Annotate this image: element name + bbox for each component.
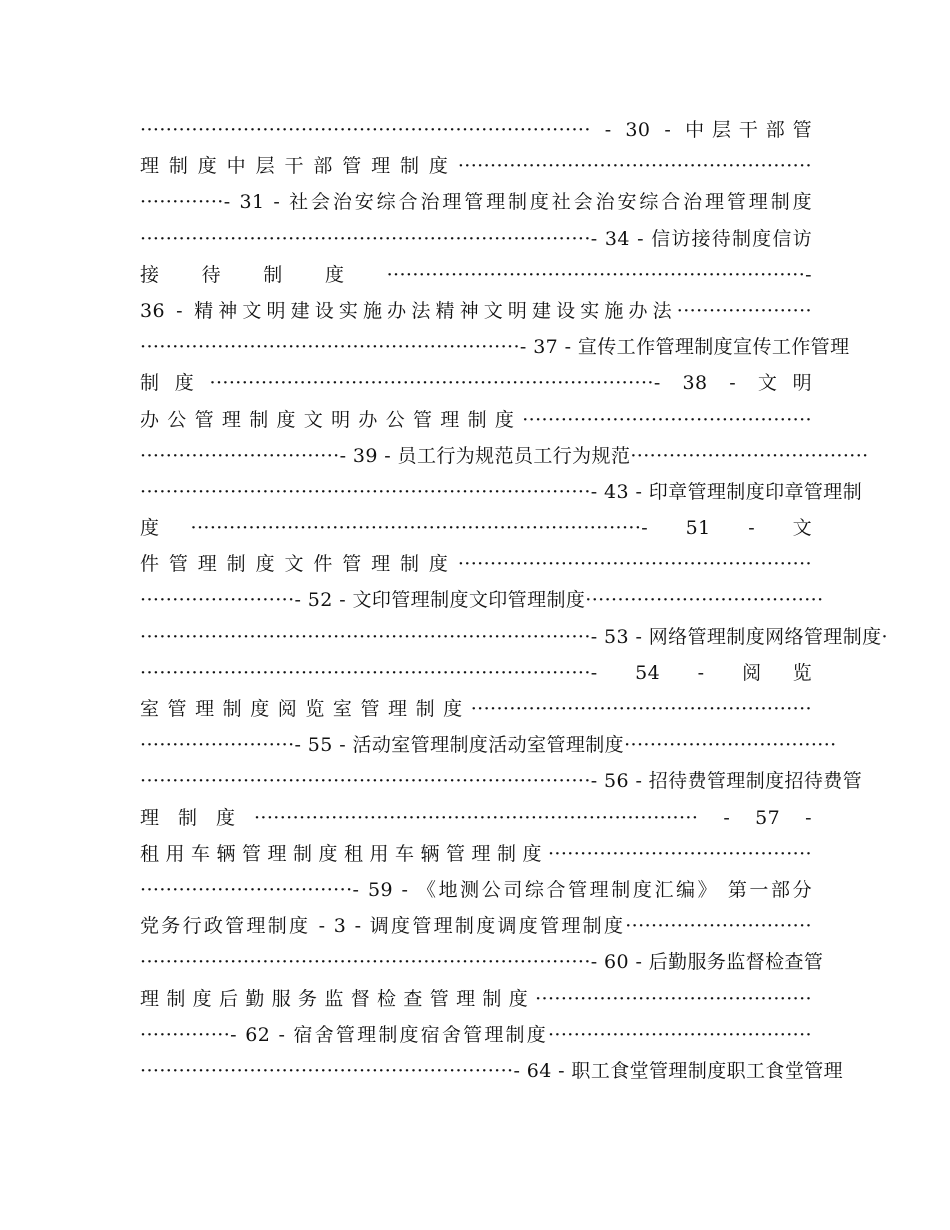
toc-line: ························- 52 - 文印管理制度文印管理制度·····································: [140, 589, 824, 612]
toc-line: 36 - 精神文明建设实施办法精神文明建设实施办法·····················: [140, 299, 812, 322]
toc-line: 制度·····································································- 38 - 文明: [140, 372, 812, 395]
toc-line: ······································································- 60 - 后勤服务监督检查管: [140, 951, 824, 974]
toc-line: ··························································- 64 - 职工食堂管理制度职工食堂管理: [140, 1059, 844, 1082]
toc-line: ··············- 62 - 宿舍管理制度宿舍管理制度·········································: [140, 1023, 812, 1046]
toc-line: ······································································- 54 - 阅览: [140, 661, 812, 684]
toc-line: 办公管理制度文明办公管理制度·············································: [140, 408, 812, 431]
toc-line: ························- 55 - 活动室管理制度活动室管理制度·································: [140, 734, 837, 757]
table-of-contents: [140, 112, 888, 1089]
toc-line: ·································- 59 - 《地测公司综合管理制度汇编》 第一部分: [140, 878, 812, 901]
toc-line: ······································································- 56 - 招待费管理制度招待费管: [140, 770, 863, 793]
toc-line: 接待制度·································································-: [140, 263, 812, 286]
toc-line: 理制度····································································· - 57 -: [140, 806, 812, 829]
toc-line: 度······································································- 51 - 文: [140, 517, 812, 540]
toc-line: 室管理制度阅览室管理制度·····················································: [140, 698, 812, 720]
toc-line: ·············- 31 - 社会治安综合治理管理制度社会治安综合治理管理制度: [140, 191, 812, 214]
toc-line: ······································································- 53 - 网络管理制度网络管理制度·: [140, 625, 888, 648]
toc-line: ······································································- 43 - 印章管理制度印章管理制: [140, 480, 863, 503]
toc-line: ···························································- 37 - 宣传工作管理制度宣传工作管理: [140, 336, 850, 359]
toc-line: ······································································- 34 - 信访接待制度信访: [140, 227, 812, 250]
toc-line: 件管理制度文件管理制度·······················································: [140, 553, 812, 576]
toc-line: 理制度后勤服务监督检查管理制度···········································: [140, 987, 812, 1010]
toc-line: 租用车辆管理制度租用车辆管理制度·········································: [140, 842, 812, 865]
toc-line: 党务行政管理制度 - 3 - 调度管理制度调度管理制度·····························: [140, 915, 812, 938]
toc-line: ······································································ - 30 - 中层干部管: [140, 119, 812, 141]
toc-line: ·······························- 39 - 员工行为规范员工行为规范·····································: [140, 444, 869, 467]
toc-line: 理制度中层干部管理制度·······················································: [140, 155, 812, 178]
